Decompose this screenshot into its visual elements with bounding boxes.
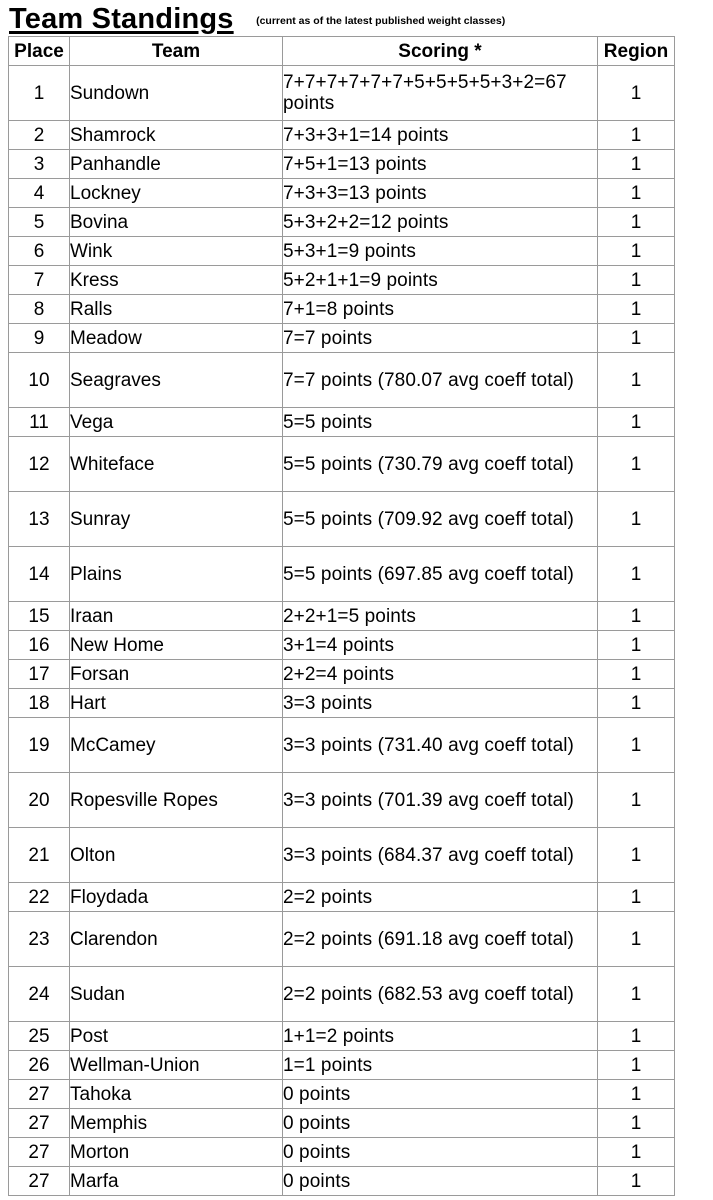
region-cell: 1 — [598, 689, 675, 718]
place-cell: 27 — [9, 1167, 70, 1196]
team-cell: Panhandle — [70, 150, 283, 179]
region-cell: 1 — [598, 631, 675, 660]
table-row — [9, 66, 675, 121]
place-cell: 2 — [9, 121, 70, 150]
table-row — [9, 828, 675, 883]
place-cell: 3 — [9, 150, 70, 179]
scoring-cell: 2+2+1=5 points — [283, 602, 598, 631]
page-header — [9, 0, 505, 38]
region-cell: 1 — [598, 967, 675, 1022]
team-cell: Ropesville Ropes — [70, 773, 283, 828]
region-cell: 1 — [598, 150, 675, 179]
team-cell: McCamey — [70, 718, 283, 773]
table-row — [9, 179, 675, 208]
page-title: Team Standings — [9, 3, 234, 35]
table-row — [9, 773, 675, 828]
scoring-cell: 7+3+3+1=14 points — [283, 121, 598, 150]
scoring-cell: 0 points — [283, 1138, 598, 1167]
table-row — [9, 547, 675, 602]
place-cell: 27 — [9, 1080, 70, 1109]
region-cell: 1 — [598, 1138, 675, 1167]
scoring-cell: 7+7+7+7+7+7+5+5+5+5+3+2=67 points — [283, 66, 598, 121]
table-row — [9, 602, 675, 631]
team-cell: Forsan — [70, 660, 283, 689]
region-cell: 1 — [598, 237, 675, 266]
region-cell: 1 — [598, 1080, 675, 1109]
place-cell: 20 — [9, 773, 70, 828]
team-cell: Marfa — [70, 1167, 283, 1196]
region-cell: 1 — [598, 547, 675, 602]
scoring-cell: 1=1 points — [283, 1051, 598, 1080]
team-cell: Clarendon — [70, 912, 283, 967]
place-cell: 24 — [9, 967, 70, 1022]
scoring-cell: 0 points — [283, 1167, 598, 1196]
scoring-cell: 7=7 points — [283, 324, 598, 353]
table-row — [9, 718, 675, 773]
scoring-cell: 3=3 points (731.40 avg coeff total) — [283, 718, 598, 773]
region-cell: 1 — [598, 718, 675, 773]
team-cell: Wellman-Union — [70, 1051, 283, 1080]
scoring-cell: 7+1=8 points — [283, 295, 598, 324]
place-cell: 25 — [9, 1022, 70, 1051]
scoring-cell: 5+3+2+2=12 points — [283, 208, 598, 237]
place-cell: 13 — [9, 492, 70, 547]
team-cell: New Home — [70, 631, 283, 660]
table-row — [9, 492, 675, 547]
team-cell: Hart — [70, 689, 283, 718]
region-cell: 1 — [598, 324, 675, 353]
scoring-cell: 7=7 points (780.07 avg coeff total) — [283, 353, 598, 408]
standings-table — [8, 36, 675, 1196]
table-row — [9, 266, 675, 295]
region-cell: 1 — [598, 602, 675, 631]
scoring-cell: 0 points — [283, 1109, 598, 1138]
standings-body — [9, 66, 675, 1196]
region-cell: 1 — [598, 912, 675, 967]
team-cell: Wink — [70, 237, 283, 266]
table-row — [9, 408, 675, 437]
team-cell: Vega — [70, 408, 283, 437]
table-row — [9, 1080, 675, 1109]
team-cell: Iraan — [70, 602, 283, 631]
place-cell: 1 — [9, 66, 70, 121]
team-cell: Post — [70, 1022, 283, 1051]
place-cell: 27 — [9, 1109, 70, 1138]
team-cell: Bovina — [70, 208, 283, 237]
scoring-cell: 1+1=2 points — [283, 1022, 598, 1051]
region-cell: 1 — [598, 1051, 675, 1080]
team-cell: Olton — [70, 828, 283, 883]
place-cell: 8 — [9, 295, 70, 324]
team-cell: Sundown — [70, 66, 283, 121]
table-row — [9, 353, 675, 408]
scoring-cell: 3=3 points — [283, 689, 598, 718]
column-header-place: Place — [9, 37, 70, 66]
scoring-cell: 2+2=4 points — [283, 660, 598, 689]
team-cell: Seagraves — [70, 353, 283, 408]
place-cell: 22 — [9, 883, 70, 912]
page-subtitle: (current as of the latest published weight classes) — [256, 15, 506, 27]
region-cell: 1 — [598, 1109, 675, 1138]
place-cell: 26 — [9, 1051, 70, 1080]
team-cell: Meadow — [70, 324, 283, 353]
place-cell: 23 — [9, 912, 70, 967]
place-cell: 19 — [9, 718, 70, 773]
table-row — [9, 295, 675, 324]
scoring-cell: 3+1=4 points — [283, 631, 598, 660]
team-cell: Sunray — [70, 492, 283, 547]
place-cell: 17 — [9, 660, 70, 689]
team-cell: Floydada — [70, 883, 283, 912]
table-row — [9, 883, 675, 912]
table-header-row — [9, 37, 675, 66]
scoring-cell: 3=3 points (684.37 avg coeff total) — [283, 828, 598, 883]
place-cell: 5 — [9, 208, 70, 237]
table-row — [9, 631, 675, 660]
region-cell: 1 — [598, 121, 675, 150]
place-cell: 10 — [9, 353, 70, 408]
region-cell: 1 — [598, 437, 675, 492]
table-row — [9, 1022, 675, 1051]
place-cell: 6 — [9, 237, 70, 266]
region-cell: 1 — [598, 66, 675, 121]
scoring-cell: 5=5 points (730.79 avg coeff total) — [283, 437, 598, 492]
table-row — [9, 689, 675, 718]
scoring-cell: 5=5 points (697.85 avg coeff total) — [283, 547, 598, 602]
table-row — [9, 967, 675, 1022]
table-row — [9, 437, 675, 492]
column-header-region: Region — [598, 37, 675, 66]
scoring-cell: 5+3+1=9 points — [283, 237, 598, 266]
team-cell: Sudan — [70, 967, 283, 1022]
table-row — [9, 660, 675, 689]
table-row — [9, 208, 675, 237]
place-cell: 14 — [9, 547, 70, 602]
place-cell: 4 — [9, 179, 70, 208]
region-cell: 1 — [598, 353, 675, 408]
scoring-cell: 7+3+3=13 points — [283, 179, 598, 208]
team-cell: Tahoka — [70, 1080, 283, 1109]
team-cell: Lockney — [70, 179, 283, 208]
table-row — [9, 121, 675, 150]
team-cell: Shamrock — [70, 121, 283, 150]
scoring-cell: 2=2 points (682.53 avg coeff total) — [283, 967, 598, 1022]
place-cell: 11 — [9, 408, 70, 437]
team-cell: Memphis — [70, 1109, 283, 1138]
place-cell: 18 — [9, 689, 70, 718]
region-cell: 1 — [598, 208, 675, 237]
table-row — [9, 150, 675, 179]
region-cell: 1 — [598, 295, 675, 324]
team-cell: Kress — [70, 266, 283, 295]
table-row — [9, 1051, 675, 1080]
table-row — [9, 1138, 675, 1167]
team-cell: Morton — [70, 1138, 283, 1167]
table-row — [9, 1167, 675, 1196]
region-cell: 1 — [598, 660, 675, 689]
place-cell: 9 — [9, 324, 70, 353]
region-cell: 1 — [598, 266, 675, 295]
place-cell: 12 — [9, 437, 70, 492]
place-cell: 15 — [9, 602, 70, 631]
region-cell: 1 — [598, 773, 675, 828]
region-cell: 1 — [598, 1022, 675, 1051]
place-cell: 27 — [9, 1138, 70, 1167]
table-row — [9, 1109, 675, 1138]
team-cell: Plains — [70, 547, 283, 602]
scoring-cell: 0 points — [283, 1080, 598, 1109]
region-cell: 1 — [598, 179, 675, 208]
scoring-cell: 2=2 points — [283, 883, 598, 912]
region-cell: 1 — [598, 408, 675, 437]
place-cell: 21 — [9, 828, 70, 883]
scoring-cell: 5+2+1+1=9 points — [283, 266, 598, 295]
region-cell: 1 — [598, 492, 675, 547]
team-cell: Ralls — [70, 295, 283, 324]
scoring-cell: 3=3 points (701.39 avg coeff total) — [283, 773, 598, 828]
table-row — [9, 324, 675, 353]
region-cell: 1 — [598, 1167, 675, 1196]
table-row — [9, 237, 675, 266]
table-row — [9, 912, 675, 967]
place-cell: 16 — [9, 631, 70, 660]
column-header-scoring: Scoring * — [283, 37, 598, 66]
team-cell: Whiteface — [70, 437, 283, 492]
region-cell: 1 — [598, 828, 675, 883]
column-header-team: Team — [70, 37, 283, 66]
region-cell: 1 — [598, 883, 675, 912]
scoring-cell: 2=2 points (691.18 avg coeff total) — [283, 912, 598, 967]
place-cell: 7 — [9, 266, 70, 295]
scoring-cell: 7+5+1=13 points — [283, 150, 598, 179]
scoring-cell: 5=5 points — [283, 408, 598, 437]
scoring-cell: 5=5 points (709.92 avg coeff total) — [283, 492, 598, 547]
